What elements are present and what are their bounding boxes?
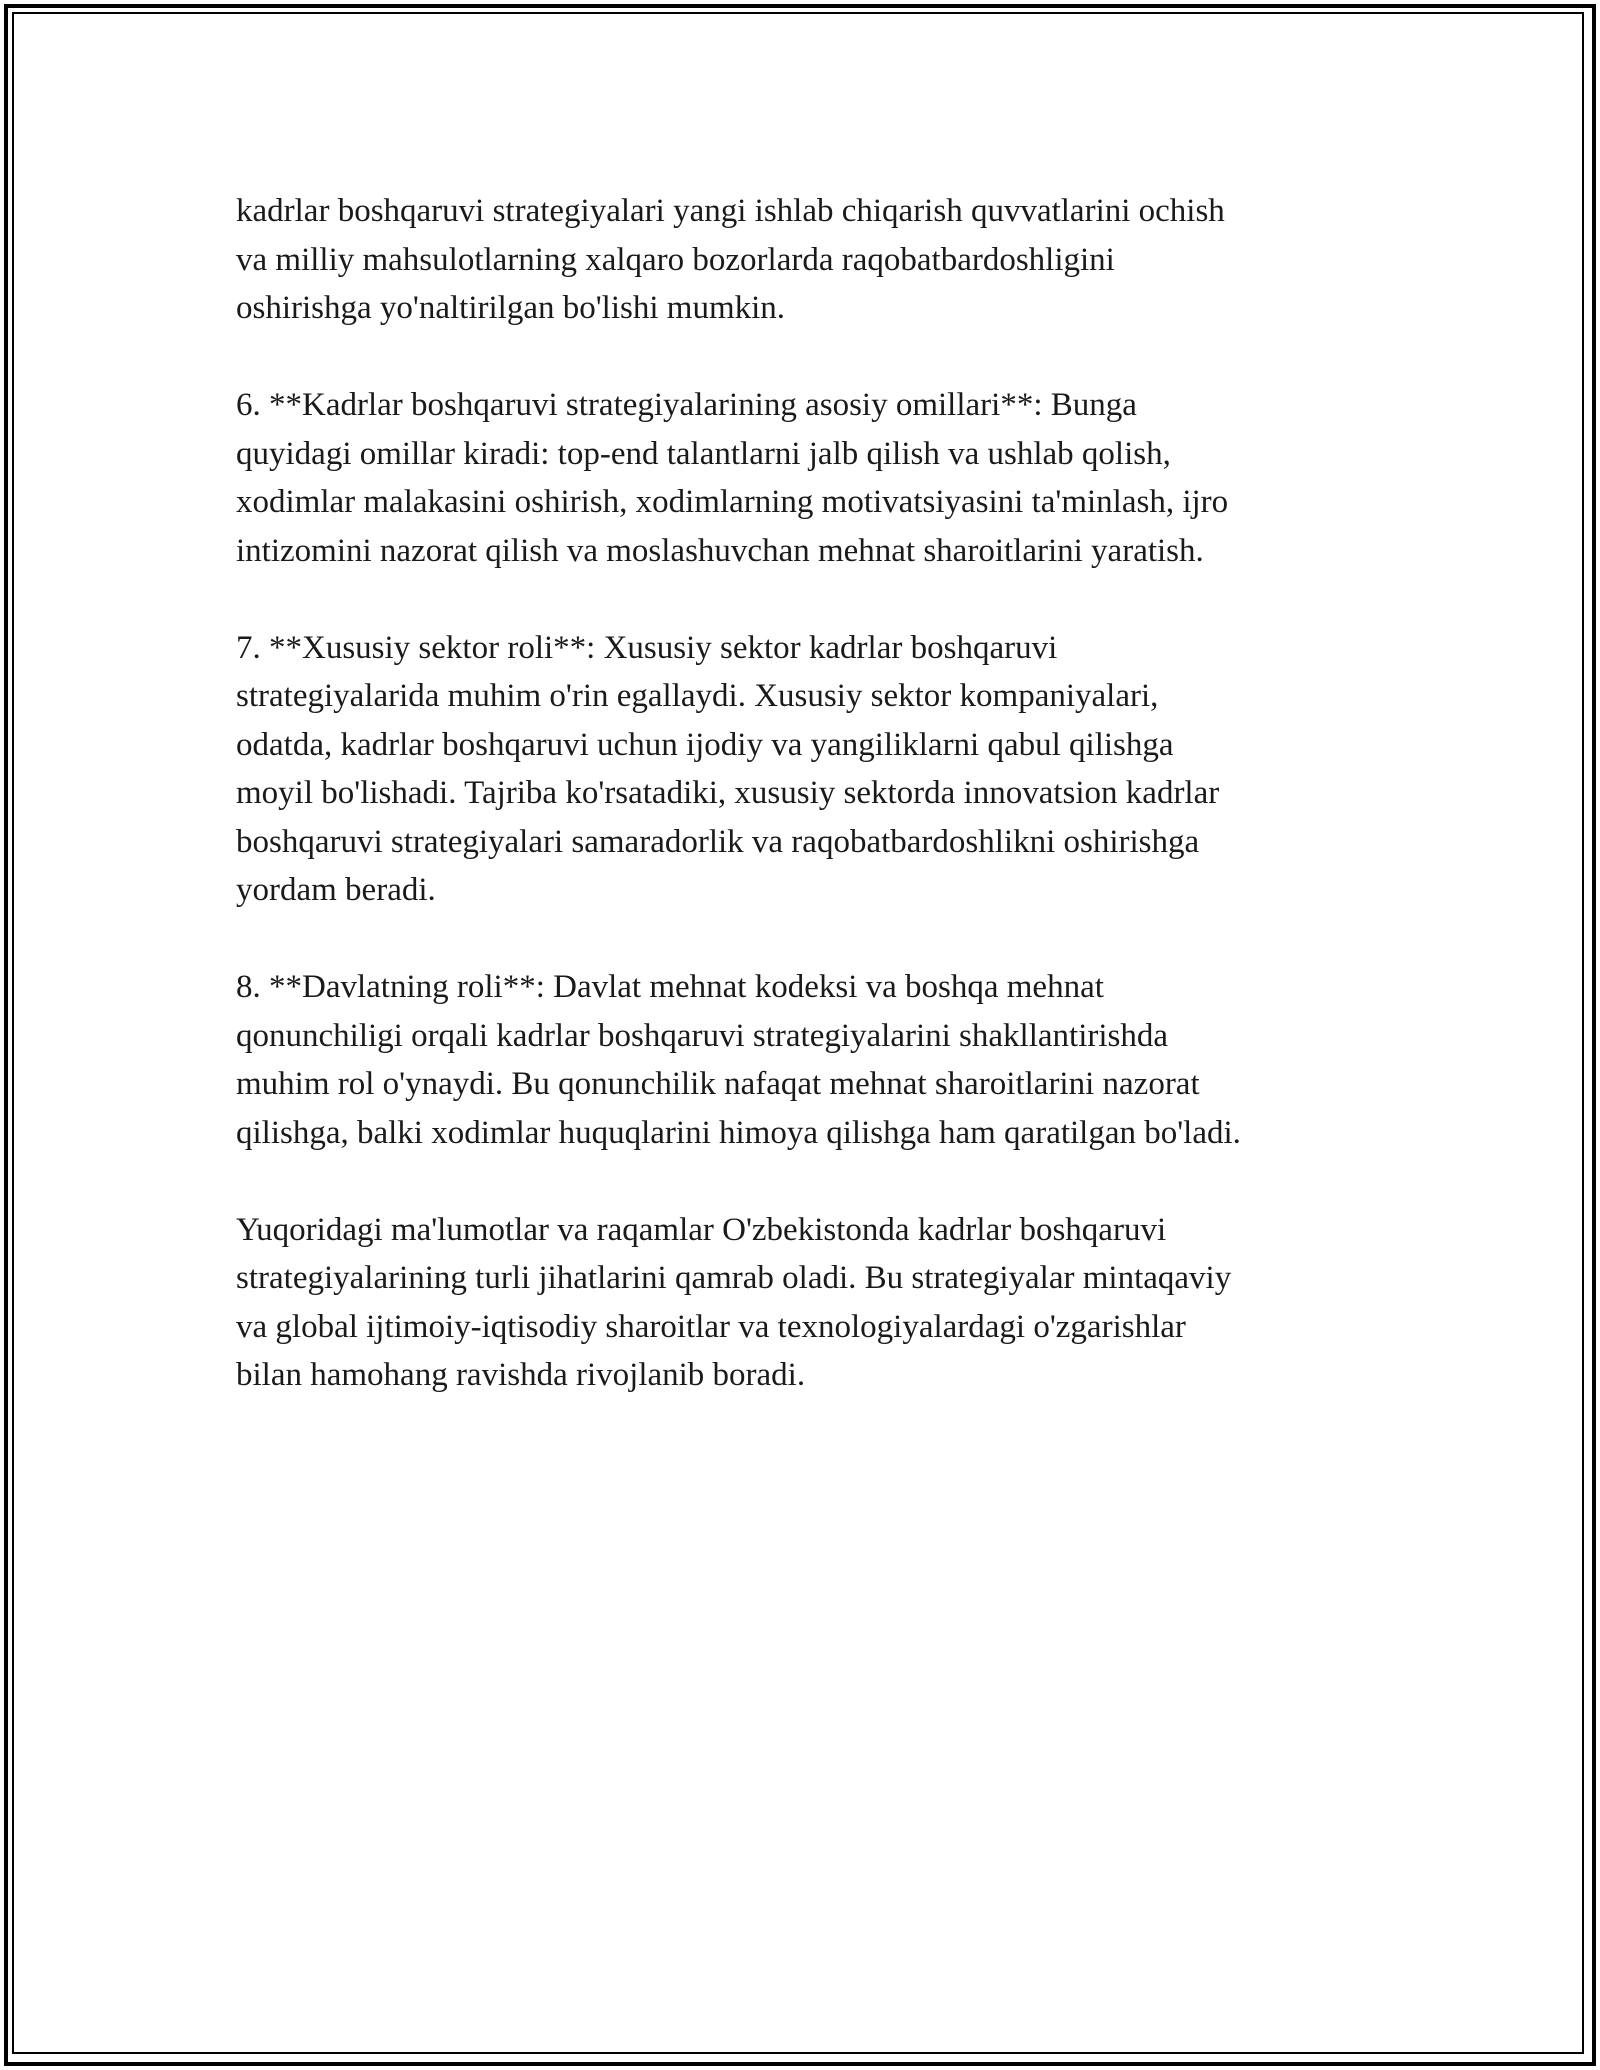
- paragraph-continuation: kadrlar boshqaruvi strategiyalari yangi ishlab chiqarish quvvatlarini ochish va milliy mahsulotlarning xalqaro bozorlarda raqobatbardoshligini oshirishga yo'naltirilgan bo'lishi mumkin.: [236, 193, 1225, 326]
- paragraph-conclusion: Yuqoridagi ma'lumotlar va raqamlar O'zbekistonda kadrlar boshqaruvi strategiyalarining turli jihatlarini qamrab oladi. Bu strategiyalar mintaqaviy va global ijtimoiy-iqtisodiy sharoitlar va texnologiyalardagi o'zgarishlar bilan hamohang ravishda rivojlanib boradi.: [236, 1211, 1232, 1393]
- paragraph-item-8: 8. **Davlatning roli**: Davlat mehnat kodeksi va boshqa mehnat qonunchiligi orqali kadrlar boshqaruvi strategiyalarini shakllantirishda muhim rol o'ynaydi. Bu qonunchilik nafaqat mehnat sharoitlarini nazorat qilishga, balki xodimlar huquqlarini himoya qilishga ham qaratilgan bo'ladi.: [236, 969, 1241, 1151]
- paragraph-item-7: 7. **Xususiy sektor roli**: Xususiy sektor kadrlar boshqaruvi strategiyalarida muhim o'rin egallaydi. Xususiy sektor kompaniyalari, odatda, kadrlar boshqaruvi uchun ijodiy va yangiliklarni qabul qilishga moyil bo'lishadi. Tajriba ko'rsatadiki, xususiy sektorda innovatsion kadrlar boshqaruvi strategiyalari samaradorlik va raqobatbardoshlikni oshirishga yordam beradi.: [236, 629, 1220, 908]
- document-body: [236, 187, 1376, 1448]
- paragraph-item-6: 6. **Kadrlar boshqaruvi strategiyalarining asosiy omillari**: Bunga quyidagi omillar kiradi: top-end talantlarni jalb qilish va ushlab qolish, xodimlar malakasini oshirish, xodimlarning motivatsiyasini ta'minlash, ijro intizomini nazorat qilish va moslashuvchan mehnat sharoitlarini yaratish.: [236, 387, 1229, 569]
